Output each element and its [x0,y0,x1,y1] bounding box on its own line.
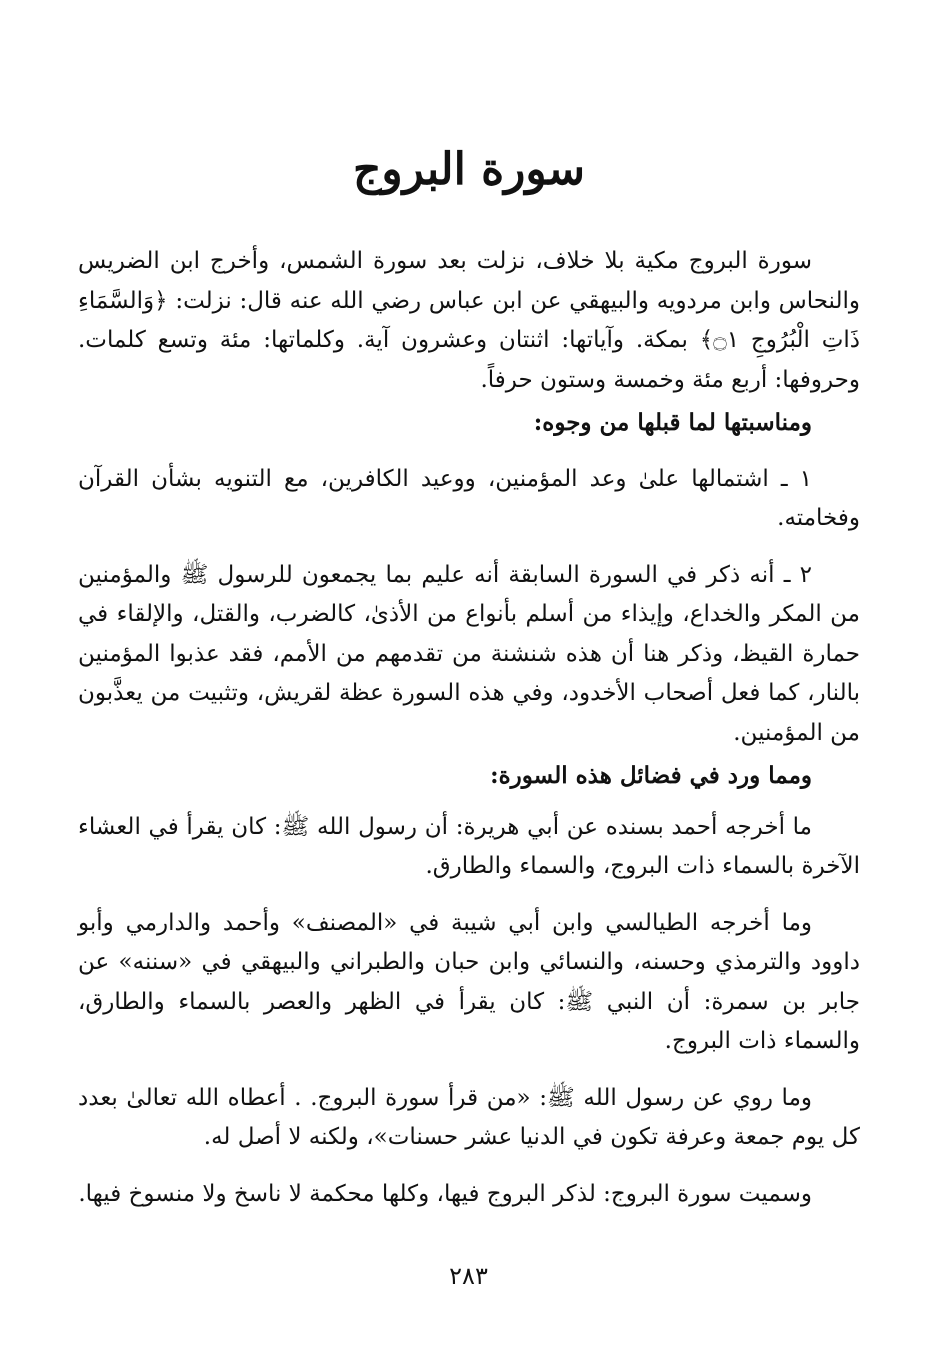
relevance-point-1: ١ ـ اشتمالها علىٰ وعد المؤمنين، ووعيد الكافرين، مع التنويه بشأن القرآن وفخامته. [78,465,860,531]
virtue-paragraph-2: وما أخرجه الطيالسي وابن أبي شيبة في «المصنف» وأحمد والدارمي وأبو داوود والترمذي وحسنه، والنسائي وابن حبان والطبراني والبيهقي في «سننه» عن جابر بن سمرة: أن النبي ﷺ: كان يقرأ في الظهر والعصر بالسماء والطارق، والسماء ذات البروج. [78,909,860,1054]
page-number: ٢٨٣ [449,1262,488,1290]
virtue-paragraph-3: وما روي عن رسول الله ﷺ: «من قرأ سورة البروج. . أعطاه الله تعالىٰ بعدد كل يوم جمعة وعرفة تكون في الدنيا عشر حسنات»، ولكنه لا أصل له. [78,1084,860,1150]
section-heading-relevance: ومناسبتها لما قبلها من وجوه: [533,409,812,436]
section-heading-virtues: ومما ورد في فضائل هذه السورة: [490,762,812,789]
intro-paragraph: سورة البروج مكية بلا خلاف، نزلت بعد سورة الشمس، وأخرج ابن الضريس والنحاس وابن مردويه والبيهقي عن ابن عباس رضي الله عنه قال: نزلت: ﴿وَالسَّمَاءِ ذَاتِ الْبُرُوجِ ۝١﴾ بمكة. وآياتها: اثنتان وعشرون آية. وكلماتها: مئة وتسع كلمات. وحروفها: أربع مئة وخمسة وستون حرفاً. [78,248,861,393]
page-content [78,140,860,1214]
naming-paragraph: وسميت سورة البروج: لذكر البروج فيها، وكلها محكمة لا ناسخ ولا منسوخ فيها. [78,1180,812,1207]
surah-title: سورة البروج [352,144,586,195]
relevance-point-2: ٢ ـ أنه ذكر في السورة السابقة أنه عليم بما يجمعون للرسول ﷺ والمؤمنين من المكر والخداع، وإيذاء من أسلم بأنواع من الأذىٰ، كالضرب، والقتل، والإلقاء في حمارة القيظ، وذكر هنا أن هذه شنشنة من تقدمهم من الأمم، فقد عذبوا المؤمنين بالنار، كما فعل أصحاب الأخدود، وفي هذه السورة عظة لقريش، وتثبيت من يعذَّبون من المؤمنين. [78,561,860,746]
virtue-paragraph-1: ما أخرجه أحمد بسنده عن أبي هريرة: أن رسول الله ﷺ: كان يقرأ في العشاء الآخرة بالسماء ذات البروج، والسماء والطارق. [78,813,860,879]
